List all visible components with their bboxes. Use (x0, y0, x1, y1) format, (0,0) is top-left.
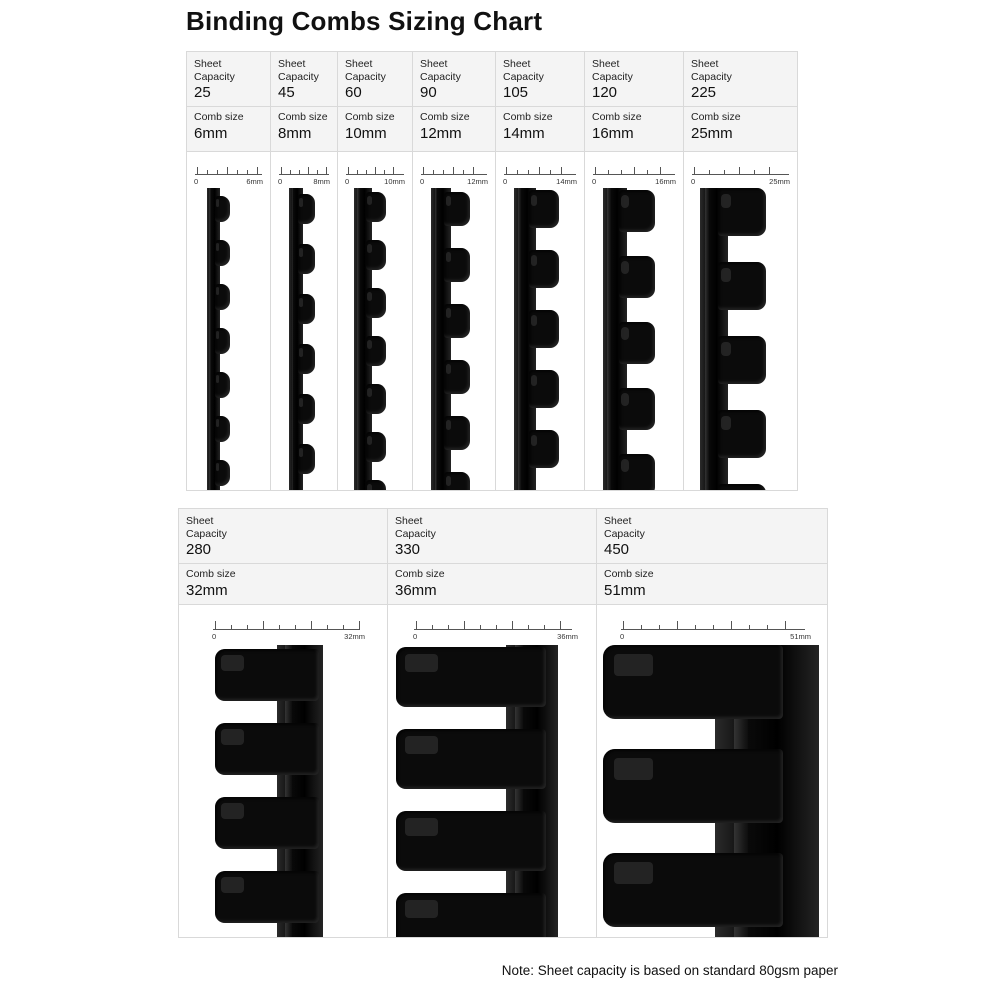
comb-size-value: 8mm (278, 124, 312, 142)
sheet-capacity-label-line2: Capacity (592, 70, 633, 83)
comb-size-label: Comb size (278, 111, 328, 123)
comb-row-bottom (178, 508, 827, 938)
comb-illustration (179, 605, 387, 937)
ruler-max-label: 6mm (246, 177, 263, 186)
ruler (496, 160, 584, 184)
comb-size-label: Comb size (395, 568, 445, 580)
comb-card-25mm (683, 51, 798, 491)
header-divider (684, 106, 797, 107)
sheet-capacity-label-line1: Sheet (194, 58, 222, 70)
ruler (187, 160, 270, 184)
ruler-bar (504, 174, 576, 175)
sheet-capacity-label-line2: Capacity (186, 527, 227, 540)
ruler (597, 615, 827, 639)
comb-size-label: Comb size (592, 111, 642, 123)
sheet-capacity-label-line1: Sheet (503, 58, 531, 70)
ruler-max-label: 36mm (557, 632, 578, 641)
header-divider (496, 106, 584, 107)
ruler-zero-label: 0 (691, 177, 696, 186)
page-title: Binding Combs Sizing Chart (186, 6, 543, 36)
sheet-capacity-label-line2: Capacity (604, 527, 645, 540)
comb-size-label: Comb size (503, 111, 553, 123)
ruler-bar (213, 629, 359, 630)
comb-graphic (289, 188, 329, 490)
ruler (585, 160, 683, 184)
sheet-capacity-label-line2: Capacity (420, 70, 461, 83)
sheet-capacity-value: 90 (420, 84, 437, 101)
ruler (413, 160, 495, 184)
sheet-capacity-label-line1: Sheet (691, 58, 719, 70)
ruler (684, 160, 797, 184)
sheet-capacity-value: 450 (604, 541, 630, 558)
sheet-capacity-value: 25 (194, 84, 211, 101)
comb-card-51mm (596, 508, 828, 938)
comb-graphic (207, 188, 260, 490)
sheet-capacity-label-line1: Sheet (420, 58, 448, 70)
comb-illustration (684, 152, 797, 490)
sheet-capacity-label-line2: Capacity (194, 70, 235, 83)
sheet-capacity-label-line2: Capacity (395, 527, 436, 540)
comb-size-label: Comb size (691, 111, 741, 123)
header-divider (413, 106, 495, 107)
ruler-bar (279, 174, 329, 175)
sheet-capacity-label-line1: Sheet (186, 515, 214, 527)
sheet-capacity-label-line1: Sheet (345, 58, 373, 70)
comb-graphic (215, 645, 373, 937)
comb-size-label: Comb size (186, 568, 236, 580)
ruler-max-label: 16mm (655, 177, 676, 186)
ruler-zero-label: 0 (620, 632, 625, 641)
sheet-capacity-label-line1: Sheet (592, 58, 620, 70)
comb-illustration (388, 605, 596, 937)
sheet-capacity-value: 225 (691, 84, 717, 101)
sheet-capacity-value: 120 (592, 84, 618, 101)
comb-graphic (396, 645, 566, 937)
sheet-capacity-label-line1: Sheet (604, 515, 632, 527)
ruler-max-label: 10mm (384, 177, 405, 186)
header-divider (271, 106, 337, 107)
ruler (388, 615, 596, 639)
comb-size-label: Comb size (194, 111, 244, 123)
sheet-capacity-value: 60 (345, 84, 362, 101)
header-divider (388, 563, 596, 564)
header-divider (585, 106, 683, 107)
ruler-zero-label: 0 (420, 177, 425, 186)
comb-card-header (179, 509, 387, 605)
ruler-bar (421, 174, 487, 175)
comb-graphic (354, 188, 404, 490)
comb-card-14mm (495, 51, 585, 491)
ruler-zero-label: 0 (345, 177, 350, 186)
ruler-zero-label: 0 (413, 632, 418, 641)
comb-size-label: Comb size (345, 111, 395, 123)
comb-illustration (271, 152, 337, 490)
comb-illustration (597, 605, 827, 937)
comb-size-label: Comb size (604, 568, 654, 580)
ruler (338, 160, 412, 184)
ruler-max-label: 51mm (790, 632, 811, 641)
comb-card-header (388, 509, 596, 605)
comb-size-value: 36mm (395, 581, 437, 599)
comb-size-value: 51mm (604, 581, 646, 599)
comb-card-16mm (584, 51, 684, 491)
ruler-zero-label: 0 (212, 632, 217, 641)
comb-size-value: 6mm (194, 124, 228, 142)
ruler (179, 615, 387, 639)
comb-card-8mm (270, 51, 338, 491)
comb-row-top (186, 51, 797, 491)
comb-illustration (585, 152, 683, 490)
ruler-bar (414, 629, 572, 630)
comb-size-value: 10mm (345, 124, 387, 142)
comb-card-header (597, 509, 827, 605)
header-divider (187, 106, 270, 107)
comb-card-36mm (387, 508, 597, 938)
sheet-capacity-label-line2: Capacity (345, 70, 386, 83)
sheet-capacity-value: 105 (503, 84, 529, 101)
ruler-zero-label: 0 (194, 177, 199, 186)
comb-card-32mm (178, 508, 388, 938)
comb-card-header (684, 52, 797, 152)
sheet-capacity-value: 45 (278, 84, 295, 101)
comb-illustration (496, 152, 584, 490)
ruler-zero-label: 0 (592, 177, 597, 186)
comb-graphic (514, 188, 576, 490)
comb-graphic (431, 188, 487, 490)
comb-graphic (603, 645, 817, 937)
sheet-capacity-label-line1: Sheet (395, 515, 423, 527)
comb-graphic (603, 188, 675, 490)
comb-size-value: 12mm (420, 124, 462, 142)
comb-card-10mm (337, 51, 413, 491)
sheet-capacity-label-line2: Capacity (278, 70, 319, 83)
comb-card-header (585, 52, 683, 152)
ruler-bar (195, 174, 262, 175)
ruler (271, 160, 337, 184)
ruler-zero-label: 0 (503, 177, 508, 186)
comb-illustration (187, 152, 270, 490)
ruler-zero-label: 0 (278, 177, 283, 186)
comb-card-header (338, 52, 412, 152)
ruler-max-label: 8mm (313, 177, 330, 186)
ruler-max-label: 14mm (556, 177, 577, 186)
footnote: Note: Sheet capacity is based on standard 80gsm paper (501, 963, 838, 978)
comb-size-value: 14mm (503, 124, 545, 142)
header-divider (597, 563, 827, 564)
comb-card-header (413, 52, 495, 152)
sheet-capacity-label-line2: Capacity (691, 70, 732, 83)
ruler-max-label: 32mm (344, 632, 365, 641)
comb-card-12mm (412, 51, 496, 491)
comb-card-6mm (186, 51, 271, 491)
comb-illustration (338, 152, 412, 490)
sheet-capacity-label-line2: Capacity (503, 70, 544, 83)
comb-graphic (700, 188, 791, 490)
ruler-bar (692, 174, 789, 175)
header-divider (179, 563, 387, 564)
ruler-max-label: 25mm (769, 177, 790, 186)
sheet-capacity-label-line1: Sheet (278, 58, 306, 70)
comb-card-header (271, 52, 337, 152)
ruler-max-label: 12mm (467, 177, 488, 186)
comb-illustration (413, 152, 495, 490)
sheet-capacity-value: 280 (186, 541, 212, 558)
comb-size-label: Comb size (420, 111, 470, 123)
comb-size-value: 25mm (691, 124, 733, 142)
header-divider (338, 106, 412, 107)
comb-size-value: 16mm (592, 124, 634, 142)
comb-card-header (496, 52, 584, 152)
sheet-capacity-value: 330 (395, 541, 421, 558)
comb-card-header (187, 52, 270, 152)
comb-size-value: 32mm (186, 581, 228, 599)
